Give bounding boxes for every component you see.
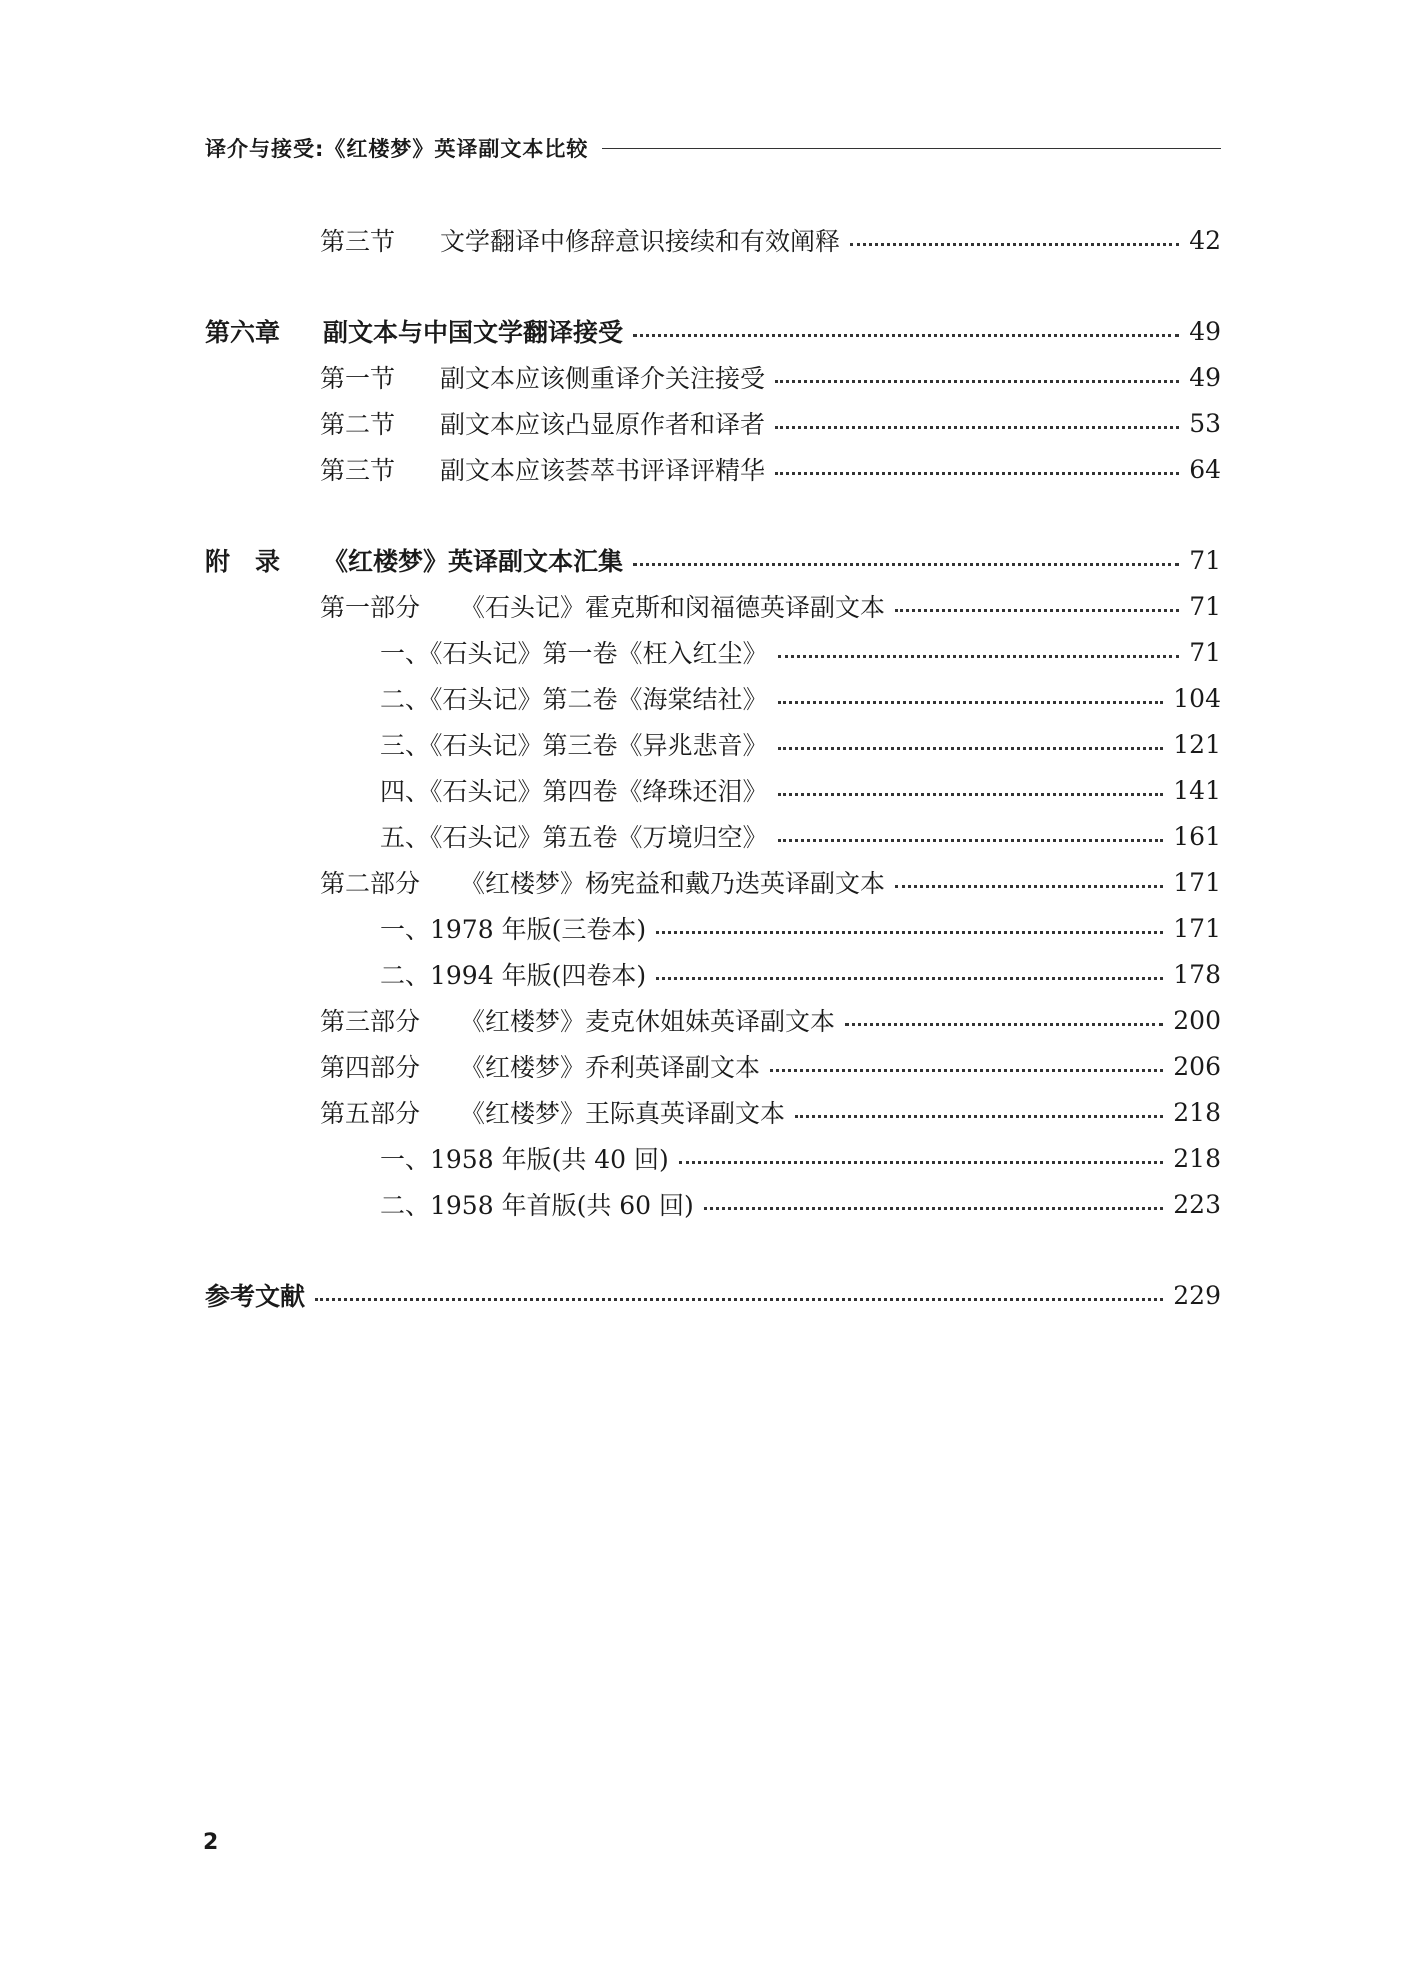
dot-leader — [778, 701, 1164, 704]
toc-entry-title: 《石头记》霍克斯和闵福德英译副文本 — [460, 593, 886, 622]
toc-entry-number: 附 录 — [205, 547, 281, 576]
toc-entry-number: 第三节 — [320, 227, 396, 256]
toc-entry-number: 第四部分 — [320, 1053, 421, 1082]
toc-entry-subitem[interactable] — [205, 905, 1221, 951]
dot-leader — [633, 563, 1179, 566]
toc-entry-part[interactable] — [205, 1089, 1221, 1135]
toc-entry-part[interactable] — [205, 997, 1221, 1043]
toc-entry-subitem[interactable] — [205, 1135, 1221, 1181]
toc-entry-title: 《红楼梦》王际真英译副文本 — [460, 1099, 786, 1128]
toc-entry-page: 200 — [1173, 1005, 1221, 1035]
toc-entry-title: 二、1994 年版(四卷本) — [380, 961, 647, 990]
toc-entry-number: 第三部分 — [320, 1007, 421, 1036]
toc-entry-title: 副文本应该荟萃书评译评精华 — [440, 456, 766, 485]
dot-leader — [778, 793, 1164, 796]
toc-entry-part[interactable] — [205, 1043, 1221, 1089]
running-title: 译介与接受:《红楼梦》英译副文本比较 — [205, 137, 589, 161]
toc-entry-title: 《红楼梦》杨宪益和戴乃迭英译副文本 — [460, 869, 886, 898]
toc-entry-page: 121 — [1173, 729, 1221, 759]
toc-entry-subitem[interactable] — [205, 1181, 1221, 1227]
toc-entry-number: 第一部分 — [320, 593, 421, 622]
toc-entry-page: 53 — [1189, 408, 1221, 438]
dot-leader — [656, 931, 1163, 934]
toc-entry-page: 206 — [1173, 1051, 1221, 1081]
dot-leader — [775, 380, 1179, 383]
toc-entry-page: 49 — [1189, 316, 1221, 346]
dot-leader — [775, 426, 1179, 429]
toc-entry-section[interactable] — [205, 354, 1221, 400]
dot-leader — [895, 609, 1179, 612]
toc-entry-title: 三、《石头记》第三卷《异兆悲音》 — [380, 731, 768, 760]
dot-leader — [845, 1023, 1163, 1026]
toc-entry-title: 五、《石头记》第五卷《万境归空》 — [380, 823, 768, 852]
header-rule — [602, 148, 1221, 149]
toc-entry-title: 《红楼梦》麦克休姐妹英译副文本 — [460, 1007, 836, 1036]
toc-entry-page: 71 — [1189, 591, 1221, 621]
toc-entry-number: 第一节 — [320, 364, 396, 393]
toc-entry-title: 四、《石头记》第四卷《绛珠还泪》 — [380, 777, 768, 806]
dot-leader — [315, 1298, 1163, 1301]
toc-entry-page: 218 — [1173, 1143, 1221, 1173]
toc-entry-references[interactable] — [205, 1272, 1221, 1318]
toc-entry-part[interactable] — [205, 859, 1221, 905]
page-number: 2 — [203, 1830, 219, 1855]
toc-entry-title: 参考文献 — [205, 1282, 306, 1311]
dot-leader — [778, 655, 1180, 658]
dot-leader — [895, 885, 1163, 888]
toc-entry-subitem[interactable] — [205, 721, 1221, 767]
toc-entry-subitem[interactable] — [205, 813, 1221, 859]
dot-leader — [778, 839, 1164, 842]
toc-entry-title: 二、《石头记》第二卷《海棠结社》 — [380, 685, 768, 714]
toc-entry-page: 49 — [1189, 362, 1221, 392]
toc-entry-title: 二、1958 年首版(共 60 回) — [380, 1191, 694, 1220]
toc-entry-number: 第二节 — [320, 410, 396, 439]
dot-leader — [795, 1115, 1163, 1118]
toc-entry-title: 《红楼梦》乔利英译副文本 — [460, 1053, 761, 1082]
toc-entry-page: 71 — [1189, 545, 1221, 575]
toc-entry-subitem[interactable] — [205, 675, 1221, 721]
dot-leader — [704, 1207, 1163, 1210]
toc-entry-chapter[interactable] — [205, 308, 1221, 354]
toc-entry-page: 223 — [1173, 1189, 1221, 1219]
toc-entry-page: 178 — [1173, 959, 1221, 989]
toc-entry-page: 141 — [1173, 775, 1221, 805]
toc-entry-number: 第六章 — [205, 318, 281, 347]
toc-entry-title: 一、《石头记》第一卷《枉入红尘》 — [380, 639, 768, 668]
toc-entry-title: 一、1978 年版(三卷本) — [380, 915, 647, 944]
toc-entry-page: 171 — [1173, 867, 1221, 897]
dot-leader — [633, 334, 1179, 337]
toc-entry-number: 第二部分 — [320, 869, 421, 898]
toc-entry-title: 一、1958 年版(共 40 回) — [380, 1145, 669, 1174]
toc-entry-appendix[interactable] — [205, 537, 1221, 583]
toc-entry-section[interactable] — [205, 217, 1221, 263]
toc-entry-title: 《红楼梦》英译副文本汇集 — [323, 547, 624, 576]
toc-entry-page: 104 — [1173, 683, 1221, 713]
dot-leader — [775, 472, 1179, 475]
toc-entry-section[interactable] — [205, 400, 1221, 446]
dot-leader — [679, 1161, 1163, 1164]
toc-entry-section[interactable] — [205, 446, 1221, 492]
toc-entry-page: 161 — [1173, 821, 1221, 851]
toc-entry-subitem[interactable] — [205, 629, 1221, 675]
toc-entry-page: 71 — [1189, 637, 1221, 667]
table-of-contents — [205, 217, 1221, 1318]
toc-entry-subitem[interactable] — [205, 951, 1221, 997]
toc-entry-title: 副文本应该凸显原作者和译者 — [440, 410, 766, 439]
toc-entry-page: 229 — [1173, 1280, 1221, 1310]
toc-entry-part[interactable] — [205, 583, 1221, 629]
toc-entry-page: 171 — [1173, 913, 1221, 943]
dot-leader — [850, 243, 1179, 246]
toc-entry-number: 第三节 — [320, 456, 396, 485]
dot-leader — [770, 1069, 1163, 1072]
toc-entry-page: 218 — [1173, 1097, 1221, 1127]
toc-entry-subitem[interactable] — [205, 767, 1221, 813]
dot-leader — [656, 977, 1163, 980]
toc-entry-page: 64 — [1189, 454, 1221, 484]
toc-entry-title: 副文本与中国文学翻译接受 — [323, 318, 624, 347]
dot-leader — [778, 747, 1164, 750]
running-header — [205, 128, 1221, 168]
toc-entry-page: 42 — [1189, 225, 1221, 255]
toc-entry-title: 副文本应该侧重译介关注接受 — [440, 364, 766, 393]
toc-entry-number: 第五部分 — [320, 1099, 421, 1128]
toc-entry-title: 文学翻译中修辞意识接续和有效阐释 — [440, 227, 841, 256]
